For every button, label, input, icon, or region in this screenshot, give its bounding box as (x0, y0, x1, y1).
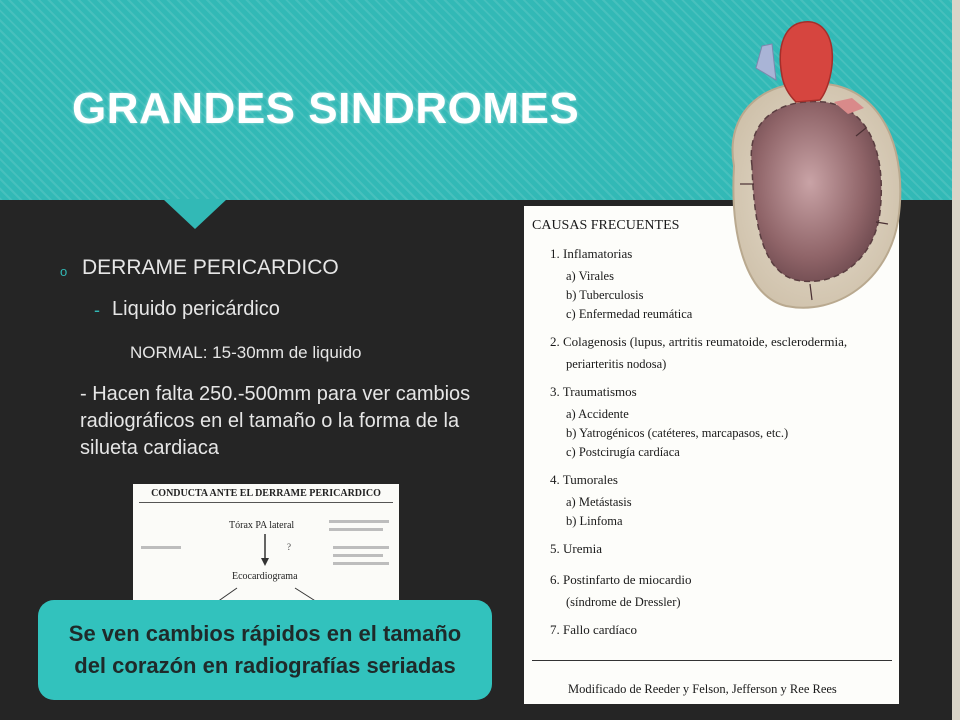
cause-subitem: a) Metástasis (566, 495, 632, 509)
bullet-title: DERRAME PERICARDICO (82, 256, 339, 279)
bullet-marker: o (60, 264, 68, 279)
cause-subitem: b) Tuberculosis (566, 288, 644, 302)
cause-subitem: b) Yatrogénicos (catéteres, marcapasos, etc.) (566, 426, 789, 440)
cause-category: 5. Uremia (550, 541, 602, 556)
cause-category: 3. Traumatismos (550, 384, 637, 399)
cause-subitem: a) Accidente (566, 407, 629, 421)
flowchart-step-eco: Ecocardiograma (232, 571, 298, 582)
cause-subitem: (síndrome de Dressler) (566, 595, 681, 609)
cause-subitem: b) Linfoma (566, 514, 623, 528)
cause-category: 1. Inflamatorias (550, 246, 633, 261)
table-footer-rule (532, 660, 892, 661)
cause-subitem: a) Virales (566, 269, 614, 283)
flowchart-step-torax: Tórax PA lateral (229, 520, 295, 531)
banner-notch (163, 199, 227, 229)
cause-subitem: c) Postcirugía cardíaca (566, 445, 680, 459)
radiography-note: - Hacen falta 250.-500mm para ver cambios radiográficos en el tamaño o la forma de la silueta cardiaca (80, 383, 471, 459)
normal-value-text: NORMAL: 15-30mm de liquido (130, 343, 362, 362)
callout-text: Se ven cambios rápidos en el tamaño del corazón en radiografías seriadas (68, 621, 462, 678)
cause-category: 7. Fallo cardíaco (550, 622, 637, 637)
table-footer-credit: Modificado de Reeder y Felson, Jefferson y Ree Rees (568, 682, 837, 696)
right-edge-strip (952, 0, 960, 720)
cause-category: 2. Colagenosis (lupus, artritis reumatoide, esclerodermia, (550, 334, 848, 349)
sub-bullet-title: Liquido pericárdico (112, 298, 280, 320)
flowchart-title: CONDUCTA ANTE EL DERRAME PERICARDICO (139, 488, 393, 503)
cause-subitem: c) Enfermedad reumática (566, 307, 693, 321)
heart-pericardium-illustration (716, 16, 906, 326)
slide-title: GRANDES SINDROMES (72, 84, 580, 133)
callout-box (38, 600, 492, 700)
cause-category: 6. Postinfarto de miocardio (550, 572, 692, 587)
flowchart-image (133, 484, 399, 604)
sub-bullet-marker: - (94, 300, 100, 320)
cause-subitem: periarteritis nodosa) (566, 357, 667, 371)
cause-category: 4. Tumorales (550, 472, 618, 487)
flowchart-question: ? (287, 542, 291, 552)
causes-header: CAUSAS FRECUENTES (532, 218, 680, 233)
